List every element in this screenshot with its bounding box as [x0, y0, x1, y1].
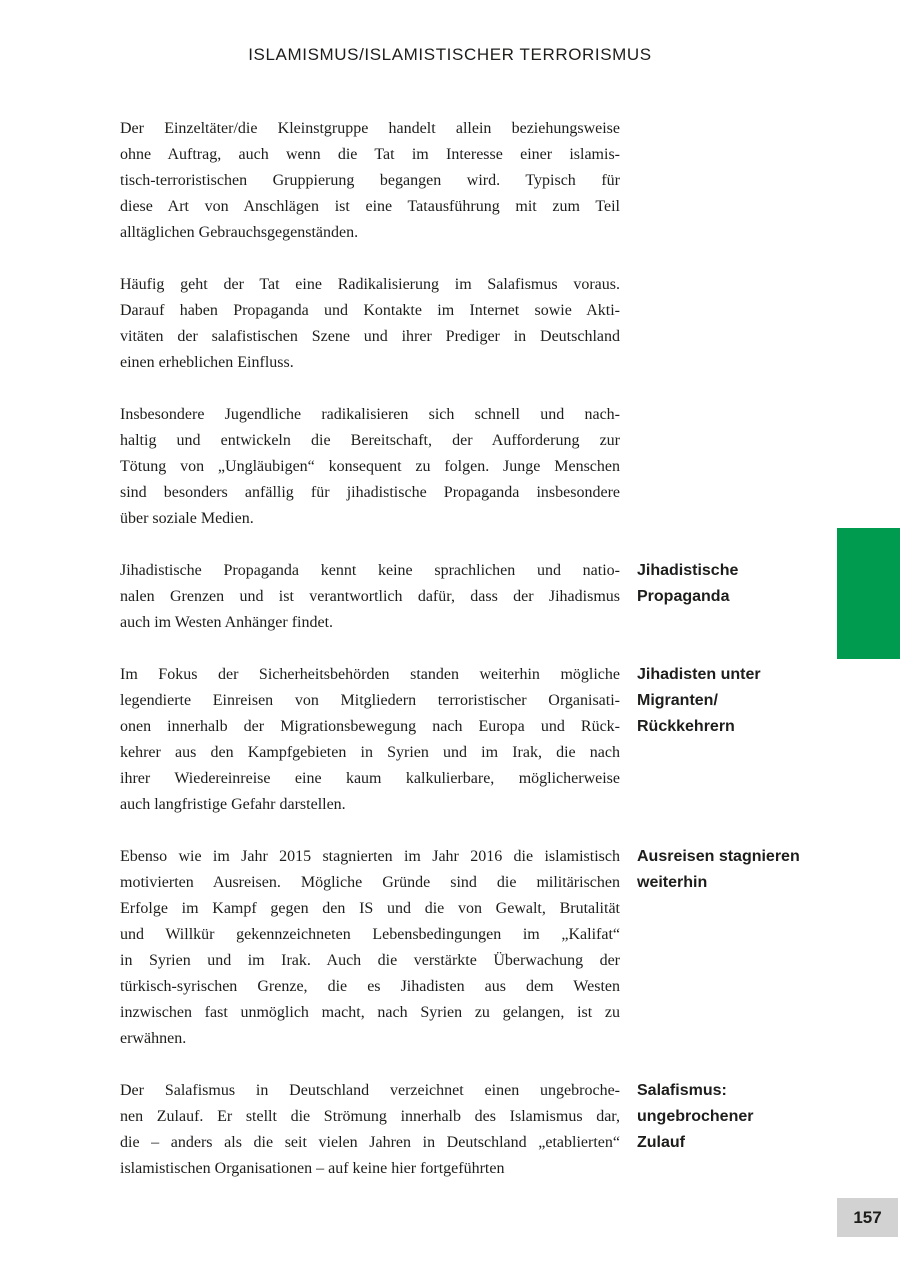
- margin-note: [637, 1078, 809, 1156]
- text-line: motivierten Ausreisen. Mögliche Gründe sind die militärischen: [120, 874, 620, 891]
- text-line: türkisch-syrischen Grenze, die es Jihadisten aus dem Westen: [120, 978, 620, 995]
- text-line: sind besonders anfällig für jihadistische Propaganda insbesondere: [120, 484, 620, 501]
- text-line: vitäten der salafistischen Szene und ihrer Prediger in Deutschland: [120, 328, 620, 345]
- text-line: Insbesondere Jugendliche radikalisieren sich schnell und nach-: [120, 406, 620, 423]
- paragraph-row: [120, 844, 812, 1052]
- text-line: nalen Grenzen und ist verantwortlich dafür, dass der Jihadismus: [120, 588, 620, 605]
- text-line: auch im Westen Anhänger findet.: [120, 614, 334, 631]
- text-line: Jihadistische Propaganda kennt keine sprachlichen und natio-: [120, 562, 620, 579]
- page-number: 157: [853, 1207, 882, 1227]
- paragraph-row: [120, 558, 812, 636]
- text-line: in Syrien und im Irak. Auch die verstärkte Überwachung der: [120, 952, 620, 969]
- margin-note-line: Salafismus:: [637, 1082, 727, 1099]
- text-line: über soziale Medien.: [120, 510, 254, 527]
- text-line: Im Fokus der Sicherheitsbehörden standen weiterhin mögliche: [120, 666, 620, 683]
- page-number-badge: [837, 1198, 898, 1237]
- margin-note-line: Rückkehrern: [637, 718, 735, 735]
- text-line: einen erheblichen Einfluss.: [120, 354, 294, 371]
- paragraph-text: [120, 272, 620, 376]
- paragraph-text: [120, 662, 620, 818]
- text-line: Der Einzeltäter/die Kleinstgruppe handelt allein beziehungsweise: [120, 120, 620, 137]
- margin-note: [637, 558, 809, 610]
- text-line: Erfolge im Kampf gegen den IS und die von Gewalt, Brutalität: [120, 900, 620, 917]
- text-line: auch langfristige Gefahr darstellen.: [120, 796, 346, 813]
- page-header-title: ISLAMISMUS/ISLAMISTISCHER TERRORISMUS: [248, 45, 652, 64]
- text-line: islamistischen Organisationen – auf keine hier fortgeführten: [120, 1160, 505, 1177]
- paragraph-row: [120, 116, 812, 246]
- paragraph-row: [120, 272, 812, 376]
- margin-note-line: Zulauf: [637, 1134, 685, 1151]
- margin-note-line: Propaganda: [637, 588, 730, 605]
- text-line: diese Art von Anschlägen ist eine Tatausführung mit zum Teil: [120, 198, 620, 215]
- paragraph-row: [120, 662, 812, 818]
- chapter-marker-tab: [837, 528, 900, 659]
- text-line: Der Salafismus in Deutschland verzeichnet einen ungebroche-: [120, 1082, 620, 1099]
- margin-note-line: Jihadisten unter: [637, 666, 761, 683]
- text-line: ihrer Wiedereinreise eine kaum kalkulierbare, möglicherweise: [120, 770, 620, 787]
- margin-note-line: Migranten/: [637, 692, 718, 709]
- text-line: ohne Auftrag, auch wenn die Tat im Interesse einer islamis-: [120, 146, 620, 163]
- paragraph-row: [120, 1078, 812, 1182]
- text-line: nen Zulauf. Er stellt die Strömung innerhalb des Islamismus dar,: [120, 1108, 620, 1125]
- margin-note: [637, 662, 809, 740]
- text-line: die – anders als die seit vielen Jahren in Deutschland „etablierten“: [120, 1134, 620, 1151]
- paragraph-row: [120, 402, 812, 532]
- margin-note-line: ungebrochener: [637, 1108, 754, 1125]
- text-line: haltig und entwickeln die Bereitschaft, der Aufforderung zur: [120, 432, 620, 449]
- text-line: legendierte Einreisen von Mitgliedern terroristischer Organisati-: [120, 692, 620, 709]
- margin-note: [637, 844, 809, 896]
- text-line: inzwischen fast unmöglich macht, nach Syrien zu gelangen, ist zu: [120, 1004, 620, 1021]
- paragraph-text: [120, 402, 620, 532]
- text-line: Ebenso wie im Jahr 2015 stagnierten im Jahr 2016 die islamistisch: [120, 848, 620, 865]
- paragraph-text: [120, 116, 620, 246]
- text-line: erwähnen.: [120, 1030, 187, 1047]
- paragraph-text: [120, 1078, 620, 1182]
- text-line: tisch-terroristischen Gruppierung begangen wird. Typisch für: [120, 172, 620, 189]
- margin-note-line: Jihadistische: [637, 562, 739, 579]
- text-line: und Willkür gekennzeichneten Lebensbedingungen im „Kalifat“: [120, 926, 620, 943]
- text-line: alltäglichen Gebrauchsgegenständen.: [120, 224, 359, 241]
- margin-note-line: weiterhin: [637, 874, 708, 891]
- text-line: Tötung von „Ungläubigen“ konsequent zu folgen. Junge Menschen: [120, 458, 620, 475]
- margin-note-line: Ausreisen stagnieren: [637, 848, 800, 865]
- paragraph-text: [120, 844, 620, 1052]
- text-line: onen innerhalb der Migrationsbewegung nach Europa und Rück-: [120, 718, 620, 735]
- content-area: [120, 116, 812, 1182]
- text-line: Darauf haben Propaganda und Kontakte im Internet sowie Akti-: [120, 302, 620, 319]
- text-line: kehrer aus den Kampfgebieten in Syrien und im Irak, die nach: [120, 744, 620, 761]
- text-line: Häufig geht der Tat eine Radikalisierung im Salafismus voraus.: [120, 276, 620, 293]
- paragraph-text: [120, 558, 620, 636]
